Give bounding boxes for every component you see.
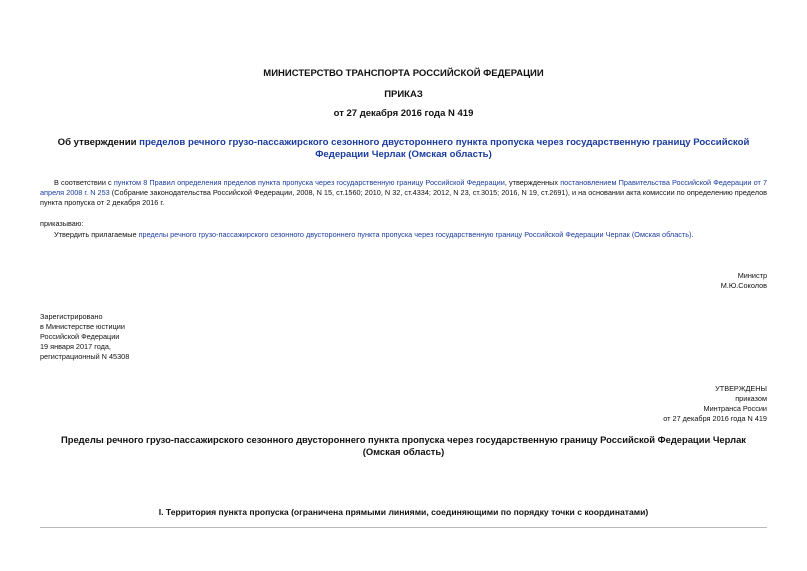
registration-block bbox=[40, 312, 290, 362]
approval-line: приказом bbox=[735, 394, 767, 403]
registration-line: Зарегистрировано bbox=[40, 312, 103, 321]
signature-name: М.Ю.Соколов bbox=[720, 281, 767, 290]
date-number-heading: от 27 декабря 2016 года N 419 bbox=[333, 108, 474, 119]
approval-line: УТВЕРЖДЕНЫ bbox=[715, 384, 767, 393]
approval-line: от 27 декабря 2016 года N 419 bbox=[663, 414, 767, 423]
approval-line: Минтранса России bbox=[703, 404, 767, 413]
registration-line: регистрационный N 45308 bbox=[40, 352, 130, 361]
signature-block bbox=[567, 271, 767, 291]
preamble-link-rules[interactable]: пунктом 8 Правил определения пределов пункта пропуска через государственную границу Российской Федерации bbox=[113, 178, 505, 187]
section-1-heading: I. Территория пункта пропуска (ограничена прямыми линиями, соединяющими по порядку точки с координатами) bbox=[158, 507, 649, 517]
preamble-link-resolution[interactable]: постановлением Правительства Российской Федерации от 7 апреля 2008 г. N 253 bbox=[40, 178, 768, 197]
doc-type-heading: ПРИКАЗ bbox=[384, 89, 423, 100]
document-title bbox=[40, 137, 767, 161]
order-text-2: . bbox=[691, 230, 694, 239]
registration-line: 19 января 2017 года, bbox=[40, 342, 111, 351]
preamble-text-2: , утвержденных bbox=[504, 178, 561, 187]
title-link[interactable]: пределов речного грузо-пассажирского сезонного двустороннего пункта пропуска через государственную границу Российской Федерации Черлак (Омская область) bbox=[139, 137, 750, 160]
signature-position: Министр bbox=[737, 271, 767, 280]
section-divider bbox=[40, 527, 767, 528]
order-link[interactable]: пределы речного грузо-пассажирского сезонного двустороннего пункта пропуска через государственную границу Российской Федерации Черлак (Омская область) bbox=[138, 230, 692, 239]
title-prefix: Об утверждении bbox=[57, 137, 140, 148]
registration-line: в Министерстве юстиции bbox=[40, 322, 125, 331]
ministry-heading: МИНИСТЕРСТВО ТРАНСПОРТА РОССИЙСКОЙ ФЕДЕРАЦИИ bbox=[263, 68, 544, 79]
preamble-text-3: (Собрание законодательства Российской Федерации, 2008, N 15, ст.1560; 2010, N 32, ст.4334; 2012, N 23, ст.3015; 2016, N 19, ст.2691), и на основании акта комиссии по определению пределов пункта пропуска от 2 декабря 2016 г. bbox=[40, 188, 767, 207]
preamble-paragraph bbox=[40, 178, 767, 208]
order-intro: приказываю: bbox=[40, 219, 84, 228]
order-paragraph bbox=[54, 230, 767, 240]
appendix-title: Пределы речного грузо-пассажирского сезонного двустороннего пункта пропуска через государственную границу Российской Федерации Черлак (Омская область) bbox=[61, 434, 746, 457]
registration-line: Российской Федерации bbox=[40, 332, 120, 341]
preamble-text-1: В соответствии с bbox=[54, 178, 114, 187]
approval-block bbox=[517, 384, 767, 424]
order-text-1: Утвердить прилагаемые bbox=[54, 230, 139, 239]
